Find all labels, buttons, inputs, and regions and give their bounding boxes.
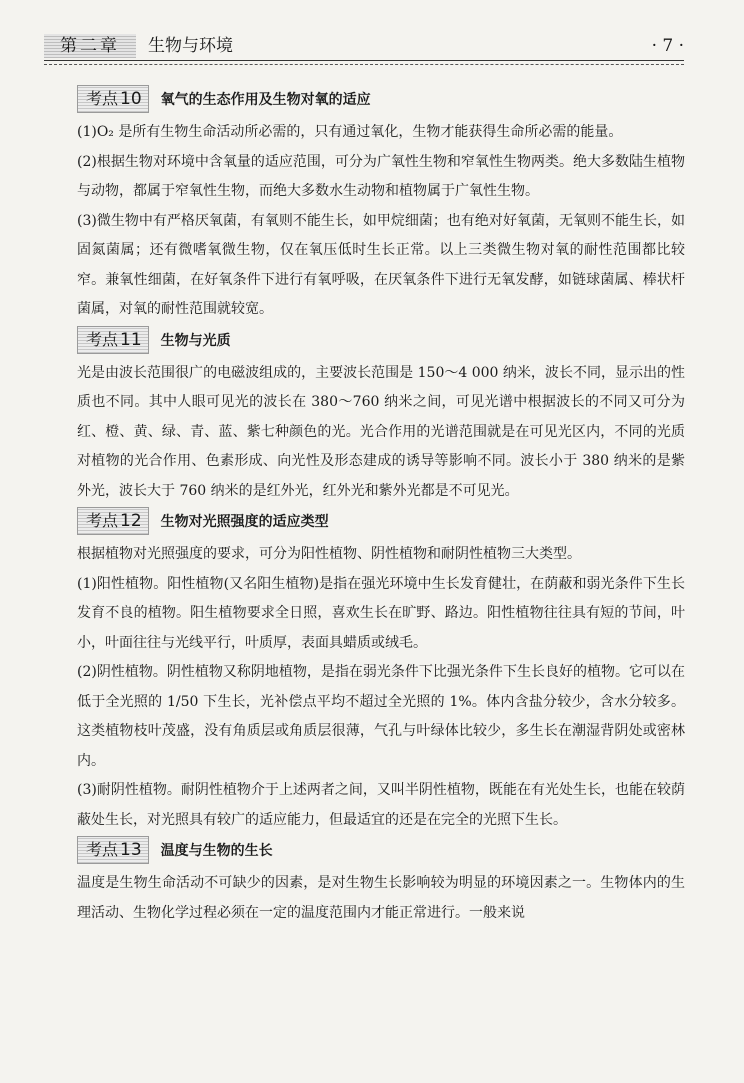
key-point-badge <box>77 507 149 535</box>
badge-number: 12 <box>120 511 142 531</box>
page-content <box>77 84 685 928</box>
section-title: 温度与生物的生长 <box>160 843 273 859</box>
section-heading <box>77 84 685 114</box>
page-number: · 7 · <box>651 36 684 56</box>
badge-number: 11 <box>120 329 142 350</box>
chapter-label: 第二章 <box>44 34 136 58</box>
key-point-badge <box>77 836 149 864</box>
paragraph: (1)阳性植物。阳性植物(又名阳生植物)是指在强光环境中生长发育健壮，在荫蔽和弱光条件下生长发育不良的植物。阳生植物要求全日照，喜欢生长在旷野、路边。阳性植物往往具有短的节间，叶小，叶面往往与光线平行，叶质厚，表面具蜡质或绒毛。 <box>77 575 685 651</box>
section-title: 氧气的生态作用及生物对氧的适应 <box>160 92 371 108</box>
section-title: 生物对光照强度的适应类型 <box>160 514 329 530</box>
paragraph: (3)耐阴性植物。耐阴性植物介于上述两者之间，又叫半阴性植物，既能在有光处生长，也能在较荫蔽处生长，对光照具有较广的适应能力，但最适宜的还是在完全的光照下生长。 <box>77 782 685 828</box>
header-rule <box>44 64 684 65</box>
section-heading <box>77 835 685 865</box>
section-title: 生物与光质 <box>160 332 231 349</box>
paragraph: (1)O₂ 是所有生物生命活动所必需的，只有通过氧化，生物才能获得生命所必需的能量。 <box>77 124 623 140</box>
key-point-badge <box>77 326 149 354</box>
badge-label: 考点 <box>86 840 119 859</box>
paragraph: 光是由波长范围很广的电磁波组成的，主要波长范围是 150～4 000 纳米，波长不同，显示出的性质也不同。其中人眼可见光的波长在 380～760 纳米之间，可见光谱中根据波长的不同又可分为红、橙、黄、绿、青、蓝、紫七种颜色的光。光合作用的光谱范围就是在可见光区内，不同的光质对植物的光合作用、色素形成、向光性及形态建成的诱导等影响不同。波长小于 380 纳米的是紫外光，波长大于 760 纳米的是红外光，红外光和紫外光都是不可见光。 <box>77 364 685 499</box>
paragraph: 根据植物对光照强度的要求，可分为阳性植物、阴性植物和耐阴性植物三大类型。 <box>77 546 581 562</box>
section-heading <box>77 506 685 536</box>
badge-number: 13 <box>120 840 142 860</box>
paragraph: (2)根据生物对环境中含氧量的适应范围，可分为广氧性生物和窄氧性生物两类。绝大多数陆生植物与动物，都属于窄氧性生物，而绝大多数水生动物和植物属于广氧性生物。 <box>77 153 685 199</box>
paragraph: (2)阴性植物。阴性植物又称阴地植物，是指在弱光条件下比强光条件下生长良好的植物。它可以在低于全光照的 1/50 下生长，光补偿点平均不超过全光照的 1%。体内含盐分较少，含水分较多。这类植物枝叶茂盛，没有角质层或角质层很薄，气孔与叶绿体比较少，多生长在潮湿背阴处或密林内。 <box>77 664 685 769</box>
paragraph: 温度是生物生命活动不可缺少的因素，是对生物生长影响较为明显的环境因素之一。生物体内的生理活动、生物化学过程必须在一定的温度范围内才能正常进行。一般来说 <box>77 875 685 921</box>
paragraph: (3)微生物中有严格厌氧菌，有氧则不能生长，如甲烷细菌；也有绝对好氧菌，无氧则不能生长，如固氮菌属；还有微嗜氧微生物，仅在氧压低时生长正常。以上三类微生物对氧的耐性范围都比较窄。兼氧性细菌，在好氧条件下进行有氧呼吸，在厌氧条件下进行无氧发酵，如链球菌属、棒状杆菌属，对氧的耐性范围就较宽。 <box>77 212 685 317</box>
badge-label: 考点 <box>86 511 119 530</box>
badge-number: 10 <box>120 89 142 109</box>
badge-label: 考点 <box>86 89 119 108</box>
chapter-title: 生物与环境 <box>148 36 233 56</box>
key-point-badge <box>77 85 149 113</box>
section-heading <box>77 325 685 355</box>
page-header <box>44 32 684 61</box>
badge-label: 考点 <box>86 329 119 349</box>
